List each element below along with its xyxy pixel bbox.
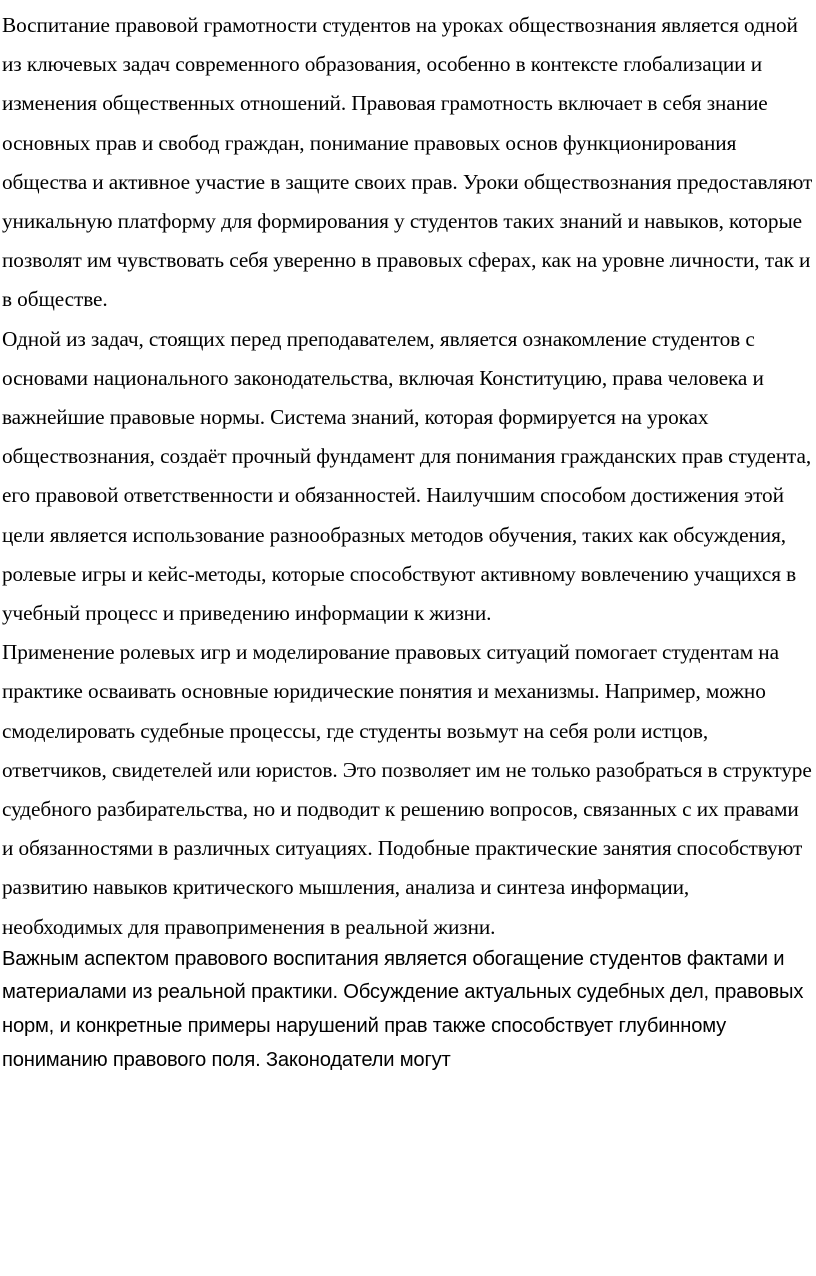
paragraph-role-games: Применение ролевых игр и моделирование правовых ситуаций помогает студентам на практике осваивать основные юридические понятия и механизмы. Например, можно смоделировать судебные процессы, где студенты возьмут на себя роли истцов, ответчиков, свидетелей или юристов. Это позволяет им не только разобраться в структуре судебного разбирательства, но и подводит к решению вопросов, связанных с их правами и обязанностями в различных ситуациях. Подобные практические занятия способствуют развитию навыков критического мышления, анализа и синтеза информации, необходимых для правоприменения в реальной жизни. xyxy=(2,640,812,939)
paragraph-teacher-tasks: Одной из задач, стоящих перед преподавателем, является ознакомление студентов с основами национального законодательства, включая Конституцию, права человека и важнейшие правовые нормы. Система знаний, которая формируется на уроках обществознания, создаёт прочный фундамент для понимания гражданских прав студента, его правовой ответственности и обязанностей. Наилучшим способом достижения этой цели является использование разнообразных методов обучения, таких как обсуждения, ролевые игры и кейс-методы, которые способствуют активному вовлечению учащихся в учебный процесс и приведению информации к жизни. xyxy=(2,326,812,626)
paragraph-legal-literacy-intro: Воспитание правовой грамотности студентов на уроках обществознания является одной из ключевых задач современного образования, особенно в контексте глобализации и изменения общественных отношений. Правовая грамотность включает в себя знание основных прав и свобод граждан, понимание правовых основ функционирования общества и активное участие в защите своих прав. Уроки обществознания предоставляют уникальную платформу для формирования у студентов таких знаний и навыков, которые позволят им чувствовать себя уверенно в правовых сферах, как на уровне личности, так и в обществе. xyxy=(2,13,813,312)
paragraph-real-practice: Важным аспектом правового воспитания является обогащение студентов фактами и материалами из реальной практики. Обсуждение актуальных судебных дел, правовых норм, и конкретные примеры нарушений прав также способствует глубинному пониманию правового поля. Законодатели могут xyxy=(2,947,804,1071)
